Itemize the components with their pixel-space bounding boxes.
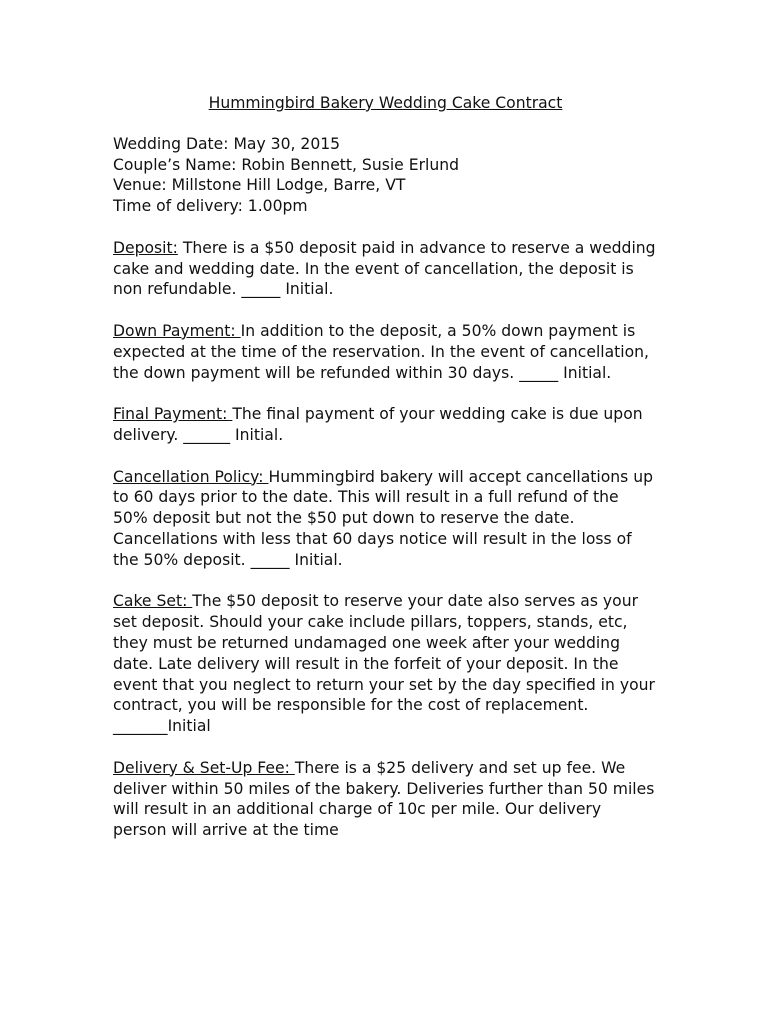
- down-payment-section: [113, 321, 658, 383]
- deposit-text: There is a $50 deposit paid in advance to reserve a wedding cake and wedding date. In the event of cancellation, the deposit is non refundable. _____ Initial.: [113, 238, 656, 299]
- final-payment-text: The final payment of your wedding cake is due upon delivery. ______ Initial.: [113, 405, 643, 444]
- couple-name-line: Couple’s Name: Robin Bennett, Susie Erlund: [113, 155, 459, 174]
- delivery-time-line: Time of delivery: 1.00pm: [113, 197, 308, 216]
- cake-set-text: The $50 deposit to reserve your date also serves as your set deposit. Should your cake include pillars, toppers, stands, etc, they must be returned undamaged one week after your wedding date. Late delivery will result in the forfeit of your deposit. In the event that you neglect to return your set by the day specified in your contract, you will be responsible for the cost of replacement. _______Initial: [113, 592, 655, 736]
- cancellation-policy-text: Hummingbird bakery will accept cancellations up to 60 days prior to the date. This will result in a full refund of the 50% deposit but not the $50 put down to reserve the date. Cancellations with less that 60 days notice will result in the loss of the 50% deposit. _____ Initial.: [113, 467, 654, 569]
- wedding-info-block: [113, 134, 658, 217]
- cake-set-heading: Cake Set:: [113, 592, 193, 611]
- final-payment-heading: Final Payment:: [113, 405, 233, 424]
- deposit-section: [113, 238, 658, 300]
- delivery-fee-section: [113, 758, 658, 841]
- venue-line: Venue: Millstone Hill Lodge, Barre, VT: [113, 176, 406, 195]
- cake-set-section: [113, 591, 658, 737]
- cancellation-policy-section: [113, 467, 658, 571]
- wedding-date-line: Wedding Date: May 30, 2015: [113, 134, 341, 153]
- cancellation-policy-heading: Cancellation Policy:: [113, 467, 269, 486]
- final-payment-section: [113, 404, 658, 446]
- down-payment-text: In addition to the deposit, a 50% down payment is expected at the time of the reservation. In the event of cancellation, the down payment will be refunded within 30 days. _____ Initial.: [113, 321, 650, 382]
- delivery-fee-text: There is a $25 delivery and set up fee. We deliver within 50 miles of the bakery. Deliveries further than 50 miles will result in an additional charge of 10c per mile. Our delivery person will arrive at the time: [113, 758, 655, 840]
- contract-page: [113, 93, 658, 862]
- down-payment-heading: Down Payment:: [113, 321, 241, 340]
- deposit-heading: Deposit:: [113, 238, 178, 257]
- document-title: Hummingbird Bakery Wedding Cake Contract: [208, 94, 563, 112]
- delivery-fee-heading: Delivery & Set-Up Fee:: [113, 758, 295, 777]
